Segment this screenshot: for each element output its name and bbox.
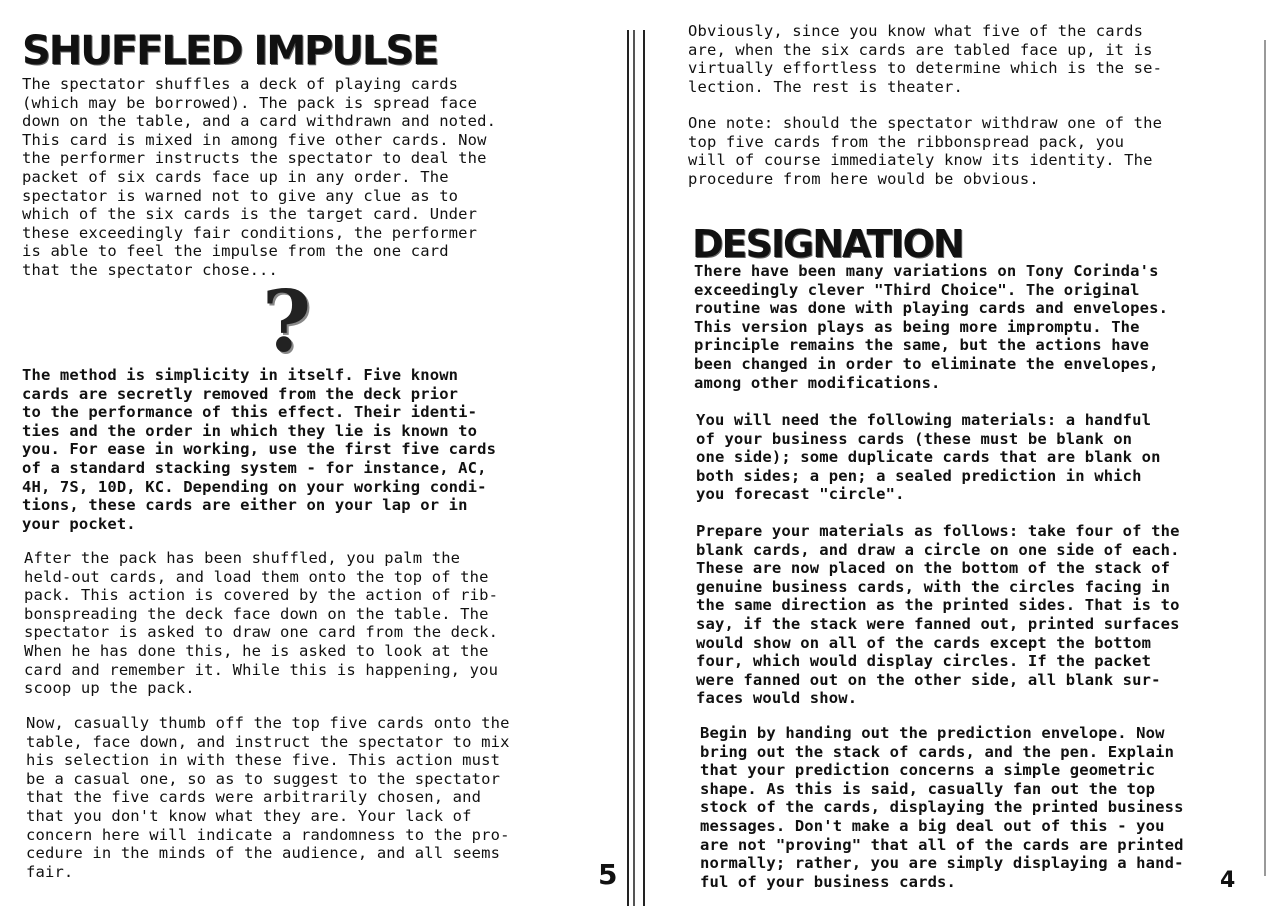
right-paragraph-6: Begin by handing out the prediction envelope. Now bring out the stack of cards, and the pen. Explain that your prediction concerns a simple geometric shape. As this is said, casually fan out the top stock of the cards, displaying the printed business messages. Don't make a big deal out of this - you are not "proving" that all of the cards are printed normally; rather, you are simply displaying a hand- ful of your business cards. (700, 724, 1184, 891)
left-paragraph-2: The method is simplicity in itself. Five known cards are secretly removed from the deck prior to the performance of this effect. Their identi- ties and the order in which they lie is known to you. For ease in working, use the first five cards of a standard stacking system - for instance, AC, 4H, 7S, 10D, KC. Depending on your working condi- tions, these cards are either on your lap or in your pocket. (22, 366, 497, 533)
left-paragraph-1: The spectator shuffles a deck of playing cards (which may be borrowed). The pack is spread face down on the table, and a card withdrawn and noted. This card is mixed in among five other cards. Now the performer instructs the spectator to deal the packet of six cards face up in any order. The spectator is warned not to give any clue as to which of the six cards is the target card. Under these exceedingly fair conditions, the performer is able to feel the impulse from the one card that the spectator chose... (22, 75, 497, 279)
article-title-shuffled-impulse: SHUFFLED IMPULSE (22, 28, 438, 74)
right-paragraph-5: Prepare your materials as follows: take four of the blank cards, and draw a circle on one side of each. These are now placed on the bottom of the stack of genuine business cards, with the circles facing in the same direction as the printed sides. That is to say, if the stack were fanned out, printed surfaces would show on all of the cards except the bottom four, which would display circles. If the packet were fanned out on the other side, all blank sur- faces would show. (696, 522, 1180, 708)
left-page (0, 0, 630, 916)
question-mark-illustration: ? (262, 272, 312, 371)
right-paragraph-2: One note: should the spectator withdraw one of the top five cards from the ribbonspread pack, you will of course immediately know its identity. The procedure from here would be obvious. (688, 114, 1163, 188)
right-paragraph-1: Obviously, since you know what five of the cards are, when the six cards are tabled face up, it is virtually effortless to determine which is the se- lection. The rest is theater. (688, 22, 1163, 96)
left-paragraph-4: Now, casually thumb off the top five cards onto the table, face down, and instruct the spectator to mix his selection in with these five. This action must be a casual one, so as to suggest to the spectator that the five cards were arbitrarily chosen, and that you don't know what they are. Your lack of concern here will indicate a randomness to the pro- cedure in the minds of the audience, and all seems fair. (26, 714, 510, 881)
right-page (640, 0, 1288, 916)
page-number-right: 4 (1220, 868, 1236, 893)
page-number-left: 5 (598, 858, 618, 891)
right-paragraph-4: You will need the following materials: a handful of your business cards (these must be blank on one side); some duplicate cards that are blank on both sides; a pen; a sealed prediction in which you forecast "circle". (696, 411, 1161, 504)
article-title-designation: DESIGNATION (692, 222, 963, 266)
right-paragraph-3: There have been many variations on Tony Corinda's exceedingly clever "Third Choice". The original routine was done with playing cards and envelopes. This version plays as being more impromptu. The principle remains the same, but the actions have been changed in order to eliminate the envelopes, among other modifications. (694, 262, 1169, 392)
left-paragraph-3: After the pack has been shuffled, you palm the held-out cards, and load them onto the top of the pack. This action is covered by the action of rib- bonspreading the deck face down on the table. The spectator is asked to draw one card from the deck. When he has done this, he is asked to look at the card and remember it. While this is happening, you scoop up the pack. (24, 549, 499, 698)
page-edge-line (1264, 40, 1266, 876)
